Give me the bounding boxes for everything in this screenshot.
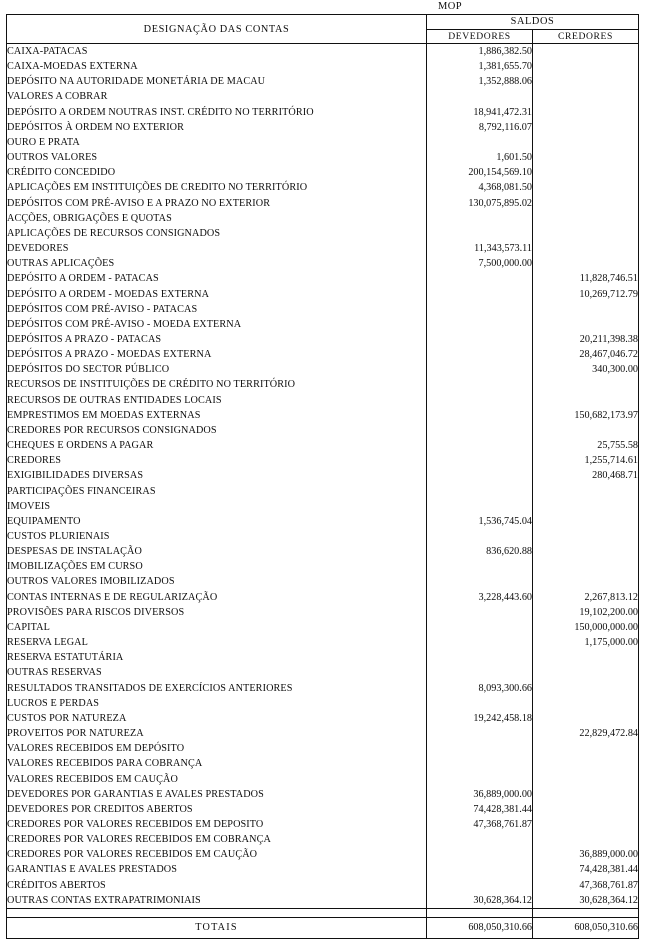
account-description: EXIGIBILIDADES DIVERSAS (7, 468, 427, 483)
account-description: CAIXA-PATACAS (7, 44, 427, 60)
table-row (7, 696, 639, 711)
account-devedores-value: 36,889,000.00 (427, 787, 533, 802)
account-devedores-value: 1,601.50 (427, 150, 533, 165)
account-description: DEPÓSITOS COM PRÉ-AVISO E A PRAZO NO EXTERIOR (7, 196, 427, 211)
account-credores-value (533, 165, 639, 180)
account-credores-value (533, 302, 639, 317)
account-credores-value (533, 393, 639, 408)
account-credores-value: 10,269,712.79 (533, 287, 639, 302)
account-devedores-value: 1,381,655.70 (427, 59, 533, 74)
account-credores-value (533, 650, 639, 665)
account-description: RECURSOS DE OUTRAS ENTIDADES LOCAIS (7, 393, 427, 408)
account-credores-value: 11,828,746.51 (533, 271, 639, 286)
account-devedores-value: 11,343,573.11 (427, 241, 533, 256)
table-row (7, 196, 639, 211)
account-credores-value: 1,175,000.00 (533, 635, 639, 650)
balance-sheet-table (6, 14, 639, 939)
account-credores-value (533, 89, 639, 104)
spacer-cell-dev (427, 908, 533, 917)
table-row (7, 362, 639, 377)
account-credores-value (533, 696, 639, 711)
table-row (7, 590, 639, 605)
table-row (7, 756, 639, 771)
table-row (7, 635, 639, 650)
account-description: CRÉDITO CONCEDIDO (7, 165, 427, 180)
account-credores-value: 150,000,000.00 (533, 620, 639, 635)
account-description: OURO E PRATA (7, 135, 427, 150)
table-row (7, 862, 639, 877)
account-description: DESPESAS DE INSTALAÇÃO (7, 544, 427, 559)
totals-credores: 608,050,310.66 (533, 917, 639, 938)
account-credores-value (533, 196, 639, 211)
table-row (7, 438, 639, 453)
account-devedores-value: 836,620.88 (427, 544, 533, 559)
account-credores-value (533, 544, 639, 559)
account-credores-value (533, 665, 639, 680)
account-description: CREDORES (7, 453, 427, 468)
account-description: DEVEDORES POR GARANTIAS E AVALES PRESTADOS (7, 787, 427, 802)
account-devedores-value (427, 362, 533, 377)
account-credores-value: 340,300.00 (533, 362, 639, 377)
account-devedores-value (427, 423, 533, 438)
account-credores-value (533, 423, 639, 438)
account-credores-value (533, 529, 639, 544)
account-credores-value (533, 514, 639, 529)
account-description: LUCROS E PERDAS (7, 696, 427, 711)
account-credores-value (533, 256, 639, 271)
table-header (7, 15, 639, 44)
account-devedores-value (427, 332, 533, 347)
table-row (7, 878, 639, 893)
account-credores-value: 280,468.71 (533, 468, 639, 483)
account-description: CAIXA-MOEDAS EXTERNA (7, 59, 427, 74)
account-description: OUTRAS RESERVAS (7, 665, 427, 680)
account-devedores-value (427, 665, 533, 680)
account-devedores-value (427, 377, 533, 392)
account-credores-value (533, 711, 639, 726)
account-description: DEPÓSITOS A PRAZO - PATACAS (7, 332, 427, 347)
account-credores-value (533, 499, 639, 514)
account-credores-value (533, 150, 639, 165)
table-row (7, 408, 639, 423)
account-description: OUTRAS CONTAS EXTRAPATRIMONIAIS (7, 893, 427, 909)
account-devedores-value (427, 847, 533, 862)
table-row (7, 317, 639, 332)
account-devedores-value: 4,368,081.50 (427, 180, 533, 195)
account-devedores-value: 30,628,364.12 (427, 893, 533, 909)
account-devedores-value: 1,886,382.50 (427, 44, 533, 60)
header-devedores: DEVEDORES (427, 29, 533, 44)
account-credores-value (533, 832, 639, 847)
table-row (7, 135, 639, 150)
table-row (7, 802, 639, 817)
account-devedores-value (427, 605, 533, 620)
table-row (7, 241, 639, 256)
account-description: VALORES RECEBIDOS EM DEPÓSITO (7, 741, 427, 756)
table-row (7, 650, 639, 665)
table-row (7, 544, 639, 559)
table-row (7, 89, 639, 104)
account-description: DEPÓSITOS A PRAZO - MOEDAS EXTERNA (7, 347, 427, 362)
table-row (7, 832, 639, 847)
account-devedores-value (427, 574, 533, 589)
account-credores-value: 19,102,200.00 (533, 605, 639, 620)
account-credores-value: 1,255,714.61 (533, 453, 639, 468)
table-row (7, 423, 639, 438)
table-row (7, 711, 639, 726)
account-description: GARANTIAS E AVALES PRESTADOS (7, 862, 427, 877)
table-row (7, 514, 639, 529)
account-devedores-value (427, 347, 533, 362)
spacer-cell-desc (7, 908, 427, 917)
account-devedores-value (427, 756, 533, 771)
account-description: DEPÓSITO A ORDEM - MOEDAS EXTERNA (7, 287, 427, 302)
account-devedores-value (427, 696, 533, 711)
table-row (7, 256, 639, 271)
table-row (7, 787, 639, 802)
table-body (7, 44, 639, 909)
currency-unit-label: MOP (438, 1, 462, 12)
account-devedores-value: 8,792,116.07 (427, 120, 533, 135)
table-row (7, 302, 639, 317)
table-row (7, 332, 639, 347)
account-description: CREDORES POR RECURSOS CONSIGNADOS (7, 423, 427, 438)
account-credores-value: 28,467,046.72 (533, 347, 639, 362)
account-credores-value (533, 211, 639, 226)
account-devedores-value: 8,093,300.66 (427, 681, 533, 696)
account-description: RECURSOS DE INSTITUIÇÕES DE CRÉDITO NO TERRITÓRIO (7, 377, 427, 392)
account-devedores-value (427, 438, 533, 453)
account-description: VALORES RECEBIDOS EM CAUÇÃO (7, 772, 427, 787)
account-description: RESERVA ESTATUTÁRIA (7, 650, 427, 665)
totals-row (7, 917, 639, 938)
table-row (7, 741, 639, 756)
account-devedores-value (427, 878, 533, 893)
account-devedores-value: 7,500,000.00 (427, 256, 533, 271)
table-row (7, 120, 639, 135)
account-description: DEPÓSITOS COM PRÉ-AVISO - PATACAS (7, 302, 427, 317)
account-description: APLICAÇÕES EM INSTITUIÇÕES DE CREDITO NO TERRITÓRIO (7, 180, 427, 195)
account-devedores-value (427, 741, 533, 756)
account-devedores-value (427, 468, 533, 483)
account-devedores-value (427, 529, 533, 544)
table-row (7, 226, 639, 241)
account-credores-value (533, 317, 639, 332)
table-row (7, 605, 639, 620)
account-devedores-value: 130,075,895.02 (427, 196, 533, 211)
account-credores-value (533, 787, 639, 802)
table-row (7, 393, 639, 408)
account-description: DEPÓSITO NA AUTORIDADE MONETÁRIA DE MACAU (7, 74, 427, 89)
account-credores-value (533, 135, 639, 150)
account-description: VALORES RECEBIDOS PARA COBRANÇA (7, 756, 427, 771)
account-description: EMPRESTIMOS EM MOEDAS EXTERNAS (7, 408, 427, 423)
account-credores-value (533, 681, 639, 696)
account-description: DEVEDORES (7, 241, 427, 256)
account-credores-value: 25,755.58 (533, 438, 639, 453)
spacer-cell-cre (533, 908, 639, 917)
account-description: CONTAS INTERNAS E DE REGULARIZAÇÃO (7, 590, 427, 605)
table-row (7, 180, 639, 195)
account-description: CAPITAL (7, 620, 427, 635)
account-credores-value: 74,428,381.44 (533, 862, 639, 877)
account-devedores-value (427, 635, 533, 650)
account-devedores-value: 19,242,458.18 (427, 711, 533, 726)
account-credores-value: 20,211,398.38 (533, 332, 639, 347)
account-devedores-value: 1,536,745.04 (427, 514, 533, 529)
account-credores-value (533, 59, 639, 74)
table-row (7, 620, 639, 635)
account-description: ACÇÕES, OBRIGAÇÕES E QUOTAS (7, 211, 427, 226)
account-devedores-value (427, 89, 533, 104)
account-credores-value: 2,267,813.12 (533, 590, 639, 605)
account-devedores-value: 74,428,381.44 (427, 802, 533, 817)
table-row (7, 559, 639, 574)
totals-devedores: 608,050,310.66 (427, 917, 533, 938)
account-devedores-value: 47,368,761.87 (427, 817, 533, 832)
table-row (7, 165, 639, 180)
table-row (7, 105, 639, 120)
account-description: DEPÓSITOS À ORDEM NO EXTERIOR (7, 120, 427, 135)
account-description: CHEQUES E ORDENS A PAGAR (7, 438, 427, 453)
account-credores-value: 22,829,472.84 (533, 726, 639, 741)
account-credores-value: 150,682,173.97 (533, 408, 639, 423)
account-devedores-value (427, 408, 533, 423)
account-credores-value (533, 377, 639, 392)
account-devedores-value: 3,228,443.60 (427, 590, 533, 605)
spacer-row (7, 908, 639, 917)
table-footer (7, 908, 639, 938)
account-credores-value (533, 817, 639, 832)
account-description: APLICAÇÕES DE RECURSOS CONSIGNADOS (7, 226, 427, 241)
account-description: DEPÓSITO A ORDEM - PATACAS (7, 271, 427, 286)
account-devedores-value (427, 302, 533, 317)
table-row (7, 681, 639, 696)
table-row (7, 499, 639, 514)
account-description: CREDORES POR VALORES RECEBIDOS EM CAUÇÃO (7, 847, 427, 862)
account-credores-value (533, 105, 639, 120)
account-credores-value (533, 802, 639, 817)
account-credores-value (533, 120, 639, 135)
account-credores-value: 30,628,364.12 (533, 893, 639, 909)
account-description: OUTROS VALORES (7, 150, 427, 165)
account-devedores-value (427, 226, 533, 241)
account-devedores-value (427, 772, 533, 787)
account-devedores-value (427, 393, 533, 408)
table-row (7, 347, 639, 362)
table-row (7, 847, 639, 862)
account-devedores-value (427, 317, 533, 332)
account-credores-value (533, 180, 639, 195)
table-row (7, 665, 639, 680)
table-row (7, 574, 639, 589)
table-row (7, 893, 639, 909)
account-credores-value (533, 741, 639, 756)
account-credores-value (533, 484, 639, 499)
account-credores-value (533, 772, 639, 787)
table-row (7, 817, 639, 832)
table-row (7, 287, 639, 302)
account-description: PROVEITOS POR NATUREZA (7, 726, 427, 741)
header-credores: CREDORES (533, 29, 639, 44)
account-credores-value (533, 241, 639, 256)
account-description: IMOBILIZAÇÕES EM CURSO (7, 559, 427, 574)
table-row (7, 74, 639, 89)
account-devedores-value (427, 862, 533, 877)
account-description: VALORES A COBRAR (7, 89, 427, 104)
account-devedores-value (427, 832, 533, 847)
account-devedores-value (427, 271, 533, 286)
account-description: DEPÓSITO A ORDEM NOUTRAS INST. CRÉDITO NO TERRITÓRIO (7, 105, 427, 120)
account-devedores-value (427, 559, 533, 574)
account-credores-value: 36,889,000.00 (533, 847, 639, 862)
table-row (7, 453, 639, 468)
account-devedores-value (427, 620, 533, 635)
table-row (7, 484, 639, 499)
account-credores-value (533, 574, 639, 589)
table-row (7, 271, 639, 286)
totals-label: TOTAIS (7, 917, 427, 938)
header-saldos: SALDOS (427, 15, 639, 30)
table-row (7, 726, 639, 741)
table-row (7, 377, 639, 392)
account-description: CRÉDITOS ABERTOS (7, 878, 427, 893)
table-row (7, 772, 639, 787)
account-description: CUSTOS PLURIENAIS (7, 529, 427, 544)
table-row (7, 529, 639, 544)
account-description: CUSTOS POR NATUREZA (7, 711, 427, 726)
account-devedores-value (427, 484, 533, 499)
account-credores-value (533, 756, 639, 771)
account-description: IMOVEIS (7, 499, 427, 514)
account-description: PARTICIPAÇÕES FINANCEIRAS (7, 484, 427, 499)
account-description: OUTROS VALORES IMOBILIZADOS (7, 574, 427, 589)
account-devedores-value (427, 726, 533, 741)
table-row (7, 468, 639, 483)
account-description: DEPÓSITOS DO SECTOR PÚBLICO (7, 362, 427, 377)
header-description: DESIGNAÇÃO DAS CONTAS (7, 15, 427, 44)
account-devedores-value (427, 135, 533, 150)
account-devedores-value: 1,352,888.06 (427, 74, 533, 89)
account-description: DEPÓSITOS COM PRÉ-AVISO - MOEDA EXTERNA (7, 317, 427, 332)
account-devedores-value (427, 211, 533, 226)
account-credores-value: 47,368,761.87 (533, 878, 639, 893)
account-devedores-value (427, 453, 533, 468)
account-devedores-value (427, 287, 533, 302)
account-credores-value (533, 44, 639, 60)
account-devedores-value: 200,154,569.10 (427, 165, 533, 180)
table-row (7, 59, 639, 74)
account-description: OUTRAS APLICAÇÕES (7, 256, 427, 271)
account-credores-value (533, 74, 639, 89)
account-description: RESULTADOS TRANSITADOS DE EXERCÍCIOS ANTERIORES (7, 681, 427, 696)
account-devedores-value (427, 499, 533, 514)
account-devedores-value: 18,941,472.31 (427, 105, 533, 120)
account-description: CREDORES POR VALORES RECEBIDOS EM DEPOSITO (7, 817, 427, 832)
account-credores-value (533, 226, 639, 241)
account-description: EQUIPAMENTO (7, 514, 427, 529)
table-row (7, 44, 639, 60)
account-description: PROVISÕES PARA RISCOS DIVERSOS (7, 605, 427, 620)
table-row (7, 211, 639, 226)
account-devedores-value (427, 650, 533, 665)
account-description: RESERVA LEGAL (7, 635, 427, 650)
account-description: DEVEDORES POR CREDITOS ABERTOS (7, 802, 427, 817)
account-credores-value (533, 559, 639, 574)
account-description: CREDORES POR VALORES RECEBIDOS EM COBRANÇA (7, 832, 427, 847)
table-row (7, 150, 639, 165)
